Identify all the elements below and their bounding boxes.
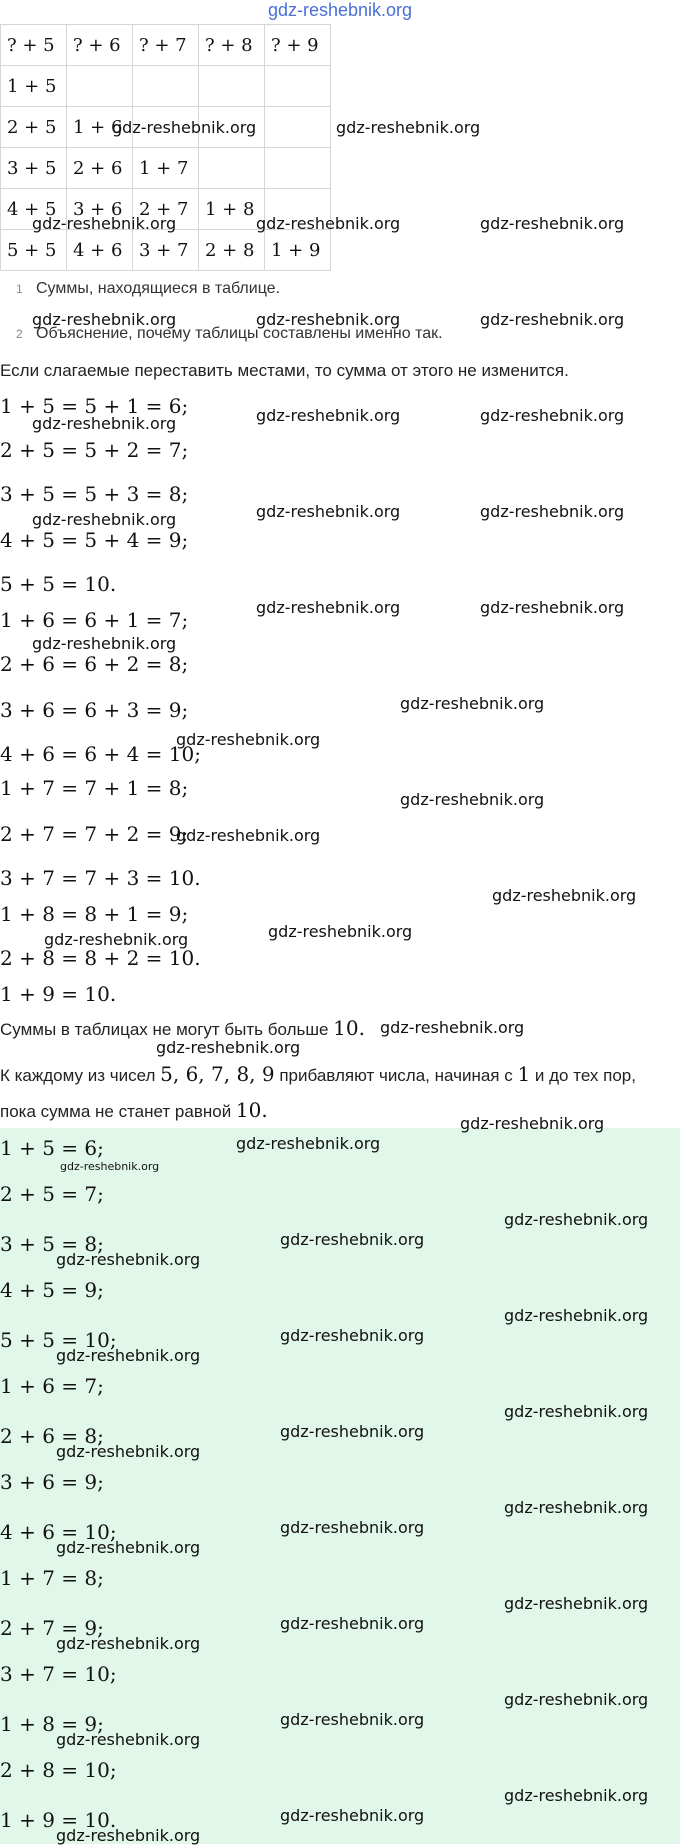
watermark: gdz-reshebnik.org	[504, 1786, 649, 1805]
answer-line: 2 + 8 = 10;	[0, 1758, 117, 1782]
watermark: gdz-reshebnik.org	[504, 1210, 649, 1229]
watermark: gdz-reshebnik.org	[480, 310, 625, 329]
answer-line: 2 + 6 = 8;	[0, 1424, 104, 1448]
answer-line: 5 + 5 = 10;	[0, 1328, 117, 1352]
table-row	[1, 148, 331, 189]
table-cell: 2 + 5	[1, 107, 67, 148]
table-cell: 3 + 7	[133, 230, 199, 271]
watermark: gdz-reshebnik.org	[280, 1614, 425, 1633]
table-cell: ? + 9	[265, 25, 331, 66]
watermark: gdz-reshebnik.org	[336, 118, 481, 137]
watermark: gdz-reshebnik.org	[44, 930, 189, 949]
table-cell: 2 + 7	[133, 189, 199, 230]
rule-text: К каждому из чисел	[0, 1066, 161, 1085]
watermark: gdz-reshebnik.org	[32, 414, 177, 433]
watermark: gdz-reshebnik.org	[280, 1422, 425, 1441]
table-cell: 3 + 5	[1, 148, 67, 189]
watermark: gdz-reshebnik.org	[280, 1806, 425, 1825]
table-row	[1, 230, 331, 271]
answer-line: 1 + 9 = 10.	[0, 1808, 117, 1832]
limit-value: 10.	[333, 1016, 365, 1040]
list-text: Объяснение, почему таблицы составлены именно так.	[36, 325, 443, 342]
answer-line: 3 + 6 = 9;	[0, 1470, 104, 1494]
answer-line: 1 + 5 = 6;	[0, 1136, 104, 1160]
watermark: gdz-reshebnik.org	[504, 1498, 649, 1517]
equality-line: 1 + 7 = 7 + 1 = 8;	[0, 776, 189, 800]
watermark: gdz-reshebnik.org	[256, 310, 401, 329]
answer-line: 1 + 6 = 7;	[0, 1374, 104, 1398]
watermark: gdz-reshebnik.org	[256, 406, 401, 425]
watermark: gdz-reshebnik.org	[176, 826, 321, 845]
equality-line: 1 + 8 = 8 + 1 = 9;	[0, 902, 189, 926]
equality-line: 2 + 7 = 7 + 2 = 9;	[0, 822, 189, 846]
watermark: gdz-reshebnik.org	[56, 1730, 201, 1749]
answer-line: 2 + 5 = 7;	[0, 1182, 104, 1206]
table-cell: 3 + 6	[67, 189, 133, 230]
equality-line: 3 + 5 = 5 + 3 = 8;	[0, 482, 189, 506]
table-cell	[133, 66, 199, 107]
answer-line: 2 + 7 = 9;	[0, 1616, 104, 1640]
equality-line: 2 + 5 = 5 + 2 = 7;	[0, 438, 189, 462]
equality-line: 2 + 8 = 8 + 2 = 10.	[0, 946, 201, 970]
watermark: gdz-reshebnik.org	[56, 1250, 201, 1269]
answer-line: 3 + 7 = 10;	[0, 1662, 117, 1686]
watermark: gdz-reshebnik.org	[480, 598, 625, 617]
watermark: gdz-reshebnik.org	[176, 730, 321, 749]
rule-text: пока сумма не станет равной	[0, 1102, 236, 1121]
watermark: gdz-reshebnik.org	[460, 1114, 605, 1133]
table-cell	[265, 148, 331, 189]
watermark: gdz-reshebnik.org	[504, 1402, 649, 1421]
rule-end-number: 10.	[235, 1098, 268, 1122]
table-cell: 1 + 6	[67, 107, 133, 148]
watermark: gdz-reshebnik.org	[32, 634, 177, 653]
task-list-item	[16, 280, 280, 298]
commutative-explanation: Если слагаемые переставить местами, то сумма от этого не изменится.	[0, 361, 569, 380]
watermark: gdz-reshebnik.org	[112, 118, 257, 137]
table-cell: 1 + 9	[265, 230, 331, 271]
table-cell: 5 + 5	[1, 230, 67, 271]
list-number: 1	[16, 282, 23, 296]
watermark: gdz-reshebnik.org	[504, 1306, 649, 1325]
table-cell	[265, 107, 331, 148]
rule-text: и до тех пор,	[530, 1066, 636, 1085]
table-row	[1, 66, 331, 107]
table-cell: 2 + 8	[199, 230, 265, 271]
watermark: gdz-reshebnik.org	[236, 1134, 381, 1153]
table-cell: 1 + 5	[1, 66, 67, 107]
equality-line: 3 + 7 = 7 + 3 = 10.	[0, 866, 201, 890]
watermark: gdz-reshebnik.org	[280, 1518, 425, 1537]
equality-line: 4 + 6 = 6 + 4 = 10;	[0, 742, 201, 766]
rule-statement-line2	[0, 1098, 268, 1122]
watermark: gdz-reshebnik.org	[56, 1442, 201, 1461]
watermark: gdz-reshebnik.org	[504, 1690, 649, 1709]
answer-line: 4 + 6 = 10;	[0, 1520, 117, 1544]
watermark: gdz-reshebnik.org	[280, 1710, 425, 1729]
watermark: gdz-reshebnik.org	[480, 502, 625, 521]
rule-statement-line1	[0, 1062, 636, 1086]
equality-line: 2 + 6 = 6 + 2 = 8;	[0, 652, 189, 676]
watermark: gdz-reshebnik.org	[56, 1346, 201, 1365]
table-cell: ? + 6	[67, 25, 133, 66]
table-cell: ? + 8	[199, 25, 265, 66]
watermark: gdz-reshebnik.org	[268, 922, 413, 941]
table-cell: 2 + 6	[67, 148, 133, 189]
watermark: gdz-reshebnik.org	[256, 214, 401, 233]
watermark: gdz-reshebnik.org	[56, 1634, 201, 1653]
watermark: gdz-reshebnik.org	[56, 1826, 201, 1845]
equality-line: 5 + 5 = 10.	[0, 572, 117, 596]
watermark: gdz-reshebnik.org	[400, 694, 545, 713]
site-watermark-header: gdz-reshebnik.org	[267, 0, 413, 20]
table-cell: ? + 5	[1, 25, 67, 66]
rule-text: прибавляют числа, начиная с	[274, 1066, 518, 1085]
watermark: gdz-reshebnik.org	[256, 502, 401, 521]
rule-numbers: 5, 6, 7, 8, 9	[160, 1062, 275, 1086]
watermark: gdz-reshebnik.org	[32, 510, 177, 529]
watermark: gdz-reshebnik.org	[480, 406, 625, 425]
table-cell: ? + 7	[133, 25, 199, 66]
sums-table	[0, 24, 331, 271]
rule-start-number: 1	[517, 1062, 531, 1086]
table-cell: 4 + 5	[1, 189, 67, 230]
watermark: gdz-reshebnik.org	[56, 1538, 201, 1557]
equality-line: 1 + 9 = 10.	[0, 982, 117, 1006]
limit-text: Суммы в таблицах не могут быть больше	[0, 1020, 334, 1039]
table-cell	[265, 66, 331, 107]
table-row	[1, 25, 331, 66]
watermark: gdz-reshebnik.org	[32, 214, 177, 233]
limit-statement	[0, 1016, 365, 1040]
answer-line: 1 + 7 = 8;	[0, 1566, 104, 1590]
answer-line: 4 + 5 = 9;	[0, 1278, 104, 1302]
table-cell: 1 + 8	[199, 189, 265, 230]
list-text: Суммы, находящиеся в таблице.	[36, 280, 281, 297]
watermark: gdz-reshebnik.org	[280, 1230, 425, 1249]
table-cell: 1 + 7	[133, 148, 199, 189]
watermark: gdz-reshebnik.org	[504, 1594, 649, 1613]
equality-line: 1 + 6 = 6 + 1 = 7;	[0, 608, 189, 632]
table-cell	[199, 148, 265, 189]
list-number: 2	[16, 327, 23, 341]
watermark: gdz-reshebnik.org	[280, 1326, 425, 1345]
watermark: gdz-reshebnik.org	[60, 1160, 160, 1173]
watermark: gdz-reshebnik.org	[380, 1018, 525, 1037]
answer-line: 1 + 8 = 9;	[0, 1712, 104, 1736]
watermark: gdz-reshebnik.org	[400, 790, 545, 809]
table-cell	[199, 66, 265, 107]
equality-line: 3 + 6 = 6 + 3 = 9;	[0, 698, 189, 722]
equality-line: 4 + 5 = 5 + 4 = 9;	[0, 528, 189, 552]
equality-line: 1 + 5 = 5 + 1 = 6;	[0, 394, 189, 418]
watermark: gdz-reshebnik.org	[492, 886, 637, 905]
watermark: gdz-reshebnik.org	[256, 598, 401, 617]
table-cell	[67, 66, 133, 107]
watermark: gdz-reshebnik.org	[156, 1038, 301, 1057]
answer-line: 3 + 5 = 8;	[0, 1232, 104, 1256]
watermark: gdz-reshebnik.org	[480, 214, 625, 233]
watermark: gdz-reshebnik.org	[32, 310, 177, 329]
table-cell: 4 + 6	[67, 230, 133, 271]
